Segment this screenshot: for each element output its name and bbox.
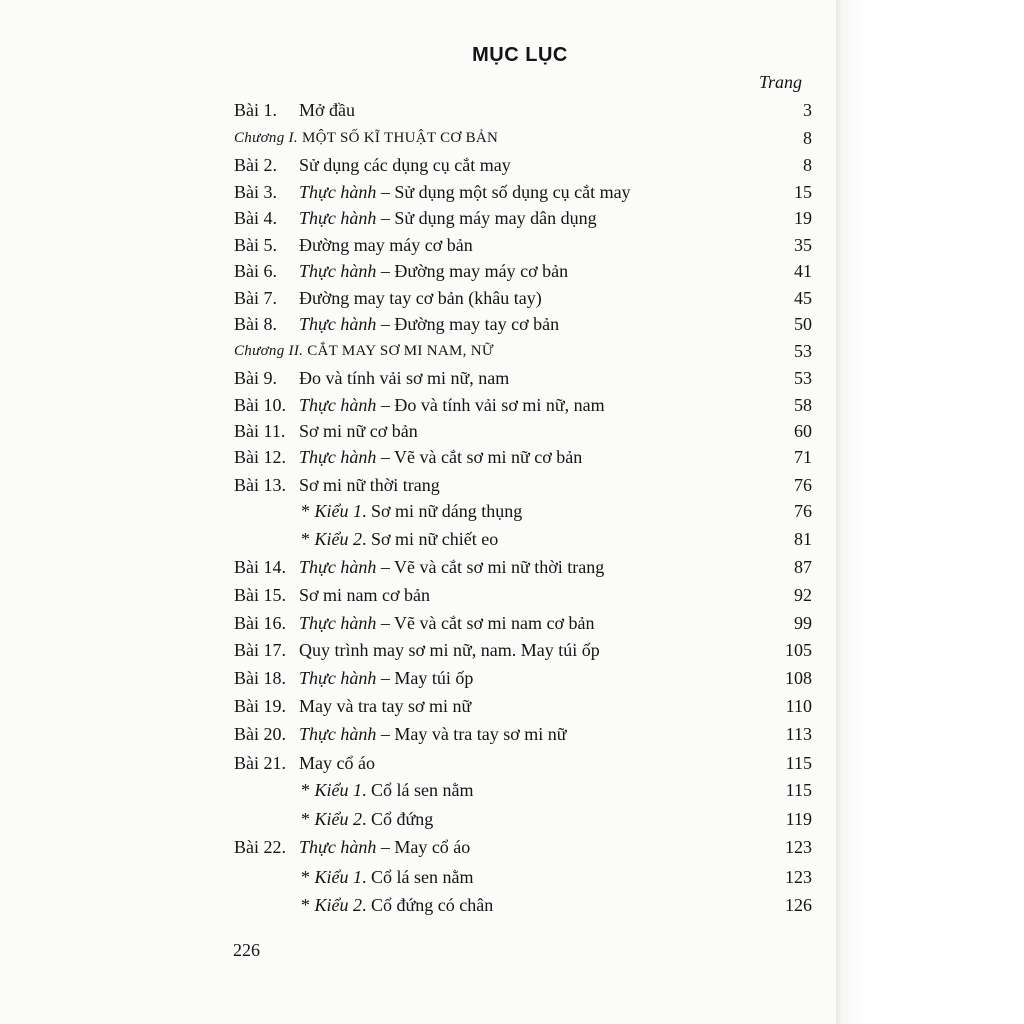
lesson-number: Bài 5. — [234, 235, 277, 255]
footer-page-number: 226 — [233, 940, 260, 960]
page-number: 35 — [794, 235, 812, 255]
page-number: 113 — [785, 724, 812, 744]
toc-sub-row — [0, 777, 1024, 803]
page-number: 53 — [794, 341, 812, 361]
page-number: 126 — [785, 895, 812, 915]
lesson-number: Bài 8. — [234, 314, 277, 334]
lesson-number: Bài 4. — [234, 208, 277, 228]
page-number: 71 — [794, 447, 812, 467]
lesson-number: Bài 21. — [234, 753, 286, 773]
page-number: 41 — [794, 261, 812, 281]
page-number: 76 — [794, 475, 812, 495]
chapter-title: Chương I. MỘT SỐ KĨ THUẬT CƠ BẢN — [234, 130, 499, 146]
entry-title: Sử dụng các dụng cụ cắt may — [299, 155, 511, 175]
lesson-number: Bài 10. — [234, 395, 286, 415]
lesson-number: Bài 7. — [234, 288, 277, 308]
entry-title: Thực hành – May túi ốp — [299, 668, 474, 688]
entry-title: Thực hành – Vẽ và cắt sơ mi nam cơ bản — [299, 613, 595, 633]
lesson-number: Bài 19. — [234, 696, 286, 716]
chapter-row — [0, 338, 1024, 364]
chapter-row — [0, 125, 1024, 151]
toc-row — [0, 285, 1024, 311]
lesson-number: Bài 12. — [234, 447, 286, 467]
toc-row — [0, 750, 1024, 776]
toc-sub-row — [0, 892, 1024, 918]
chapter-title: Chương II. CẮT MAY SƠ MI NAM, NỮ — [234, 343, 494, 359]
toc-row — [0, 637, 1024, 663]
page-number: 115 — [785, 780, 812, 800]
entry-title: Thực hành – Đường may tay cơ bản — [299, 314, 560, 334]
page-number: 45 — [794, 288, 812, 308]
entry-title: May cổ áo — [299, 753, 375, 773]
page-number: 60 — [794, 421, 812, 441]
toc-sub-row — [0, 864, 1024, 890]
entry-title: * Kiểu 2. Cổ đứng — [301, 809, 434, 829]
entry-title: * Kiểu 1. Cổ lá sen nằm — [301, 867, 474, 887]
toc-row — [0, 179, 1024, 205]
toc-row — [0, 472, 1024, 498]
toc-row — [0, 205, 1024, 231]
page-number: 58 — [794, 395, 812, 415]
lesson-number: Bài 20. — [234, 724, 286, 744]
lesson-number: Bài 9. — [234, 368, 277, 388]
entry-title: Sơ mi nam cơ bản — [299, 585, 431, 605]
lesson-number: Bài 18. — [234, 668, 286, 688]
toc-row — [0, 554, 1024, 580]
toc-row — [0, 693, 1024, 719]
entry-title: May và tra tay sơ mi nữ — [299, 696, 472, 716]
entry-title: Sơ mi nữ thời trang — [299, 475, 440, 495]
page-number: 99 — [794, 613, 812, 633]
toc-row — [0, 258, 1024, 284]
page-number: 19 — [794, 208, 812, 228]
toc-row — [0, 152, 1024, 178]
page-number: 87 — [794, 557, 812, 577]
page-number: 119 — [785, 809, 812, 829]
entry-title: Thực hành – Đường may máy cơ bản — [299, 261, 569, 281]
toc-row — [0, 610, 1024, 636]
entry-title: Đường may tay cơ bản (khâu tay) — [299, 288, 542, 308]
page-title: MỤC LỤC — [472, 44, 568, 66]
entry-title: Thực hành – Sử dụng một số dụng cụ cắt may — [299, 182, 631, 202]
toc-sub-row — [0, 806, 1024, 832]
page-number: 76 — [794, 501, 812, 521]
entry-title: Thực hành – Vẽ và cắt sơ mi nữ cơ bản — [299, 447, 583, 467]
lesson-number: Bài 1. — [234, 100, 277, 120]
lesson-number: Bài 2. — [234, 155, 277, 175]
lesson-number: Bài 15. — [234, 585, 286, 605]
toc-row — [0, 311, 1024, 337]
toc-row — [0, 834, 1024, 860]
page-number: 81 — [794, 529, 812, 549]
lesson-number: Bài 13. — [234, 475, 286, 495]
entry-title: Thực hành – May và tra tay sơ mi nữ — [299, 724, 567, 744]
page-number: 3 — [803, 100, 812, 120]
toc-row — [0, 665, 1024, 691]
page-number: 53 — [794, 368, 812, 388]
entry-title: * Kiểu 1. Cổ lá sen nằm — [301, 780, 474, 800]
page-number: 105 — [785, 640, 812, 660]
entry-title: Mở đầu — [299, 100, 356, 120]
page-number: 123 — [785, 867, 812, 887]
lesson-number: Bài 16. — [234, 613, 286, 633]
page-number: 108 — [785, 668, 812, 688]
page-number: 15 — [794, 182, 812, 202]
entry-title: * Kiểu 2. Sơ mi nữ chiết eo — [301, 529, 499, 549]
toc-row — [0, 582, 1024, 608]
entry-title: Đường may máy cơ bản — [299, 235, 473, 255]
toc-row — [0, 97, 1024, 123]
page-number: 8 — [803, 128, 812, 148]
lesson-number: Bài 17. — [234, 640, 286, 660]
toc-row — [0, 365, 1024, 391]
entry-title: Thực hành – May cổ áo — [299, 837, 471, 857]
entry-title: Đo và tính vải sơ mi nữ, nam — [299, 368, 510, 388]
entry-title: Sơ mi nữ cơ bản — [299, 421, 418, 441]
entry-title: Thực hành – Đo và tính vải sơ mi nữ, nam — [299, 395, 605, 415]
toc-row — [0, 418, 1024, 444]
toc-row — [0, 444, 1024, 470]
page-number: 110 — [785, 696, 812, 716]
page-number: 8 — [803, 155, 812, 175]
toc-row — [0, 721, 1024, 747]
page-number: 50 — [794, 314, 812, 334]
lesson-number: Bài 22. — [234, 837, 286, 857]
page-number: 123 — [785, 837, 812, 857]
lesson-number: Bài 3. — [234, 182, 277, 202]
entry-title: * Kiểu 1. Sơ mi nữ dáng thụng — [301, 501, 523, 521]
entry-title: * Kiểu 2. Cổ đứng có chân — [301, 895, 494, 915]
page-column-header: Trang — [758, 72, 802, 92]
toc-sub-row — [0, 498, 1024, 524]
lesson-number: Bài 11. — [234, 421, 286, 441]
entry-title: Quy trình may sơ mi nữ, nam. May túi ốp — [299, 640, 600, 660]
lesson-number: Bài 6. — [234, 261, 277, 281]
page-number: 92 — [794, 585, 812, 605]
entry-title: Thực hành – Vẽ và cắt sơ mi nữ thời trang — [299, 557, 605, 577]
toc-row — [0, 392, 1024, 418]
lesson-number: Bài 14. — [234, 557, 286, 577]
toc-sub-row — [0, 526, 1024, 552]
page-number: 115 — [785, 753, 812, 773]
entry-title: Thực hành – Sử dụng máy may dân dụng — [299, 208, 597, 228]
toc-row — [0, 232, 1024, 258]
